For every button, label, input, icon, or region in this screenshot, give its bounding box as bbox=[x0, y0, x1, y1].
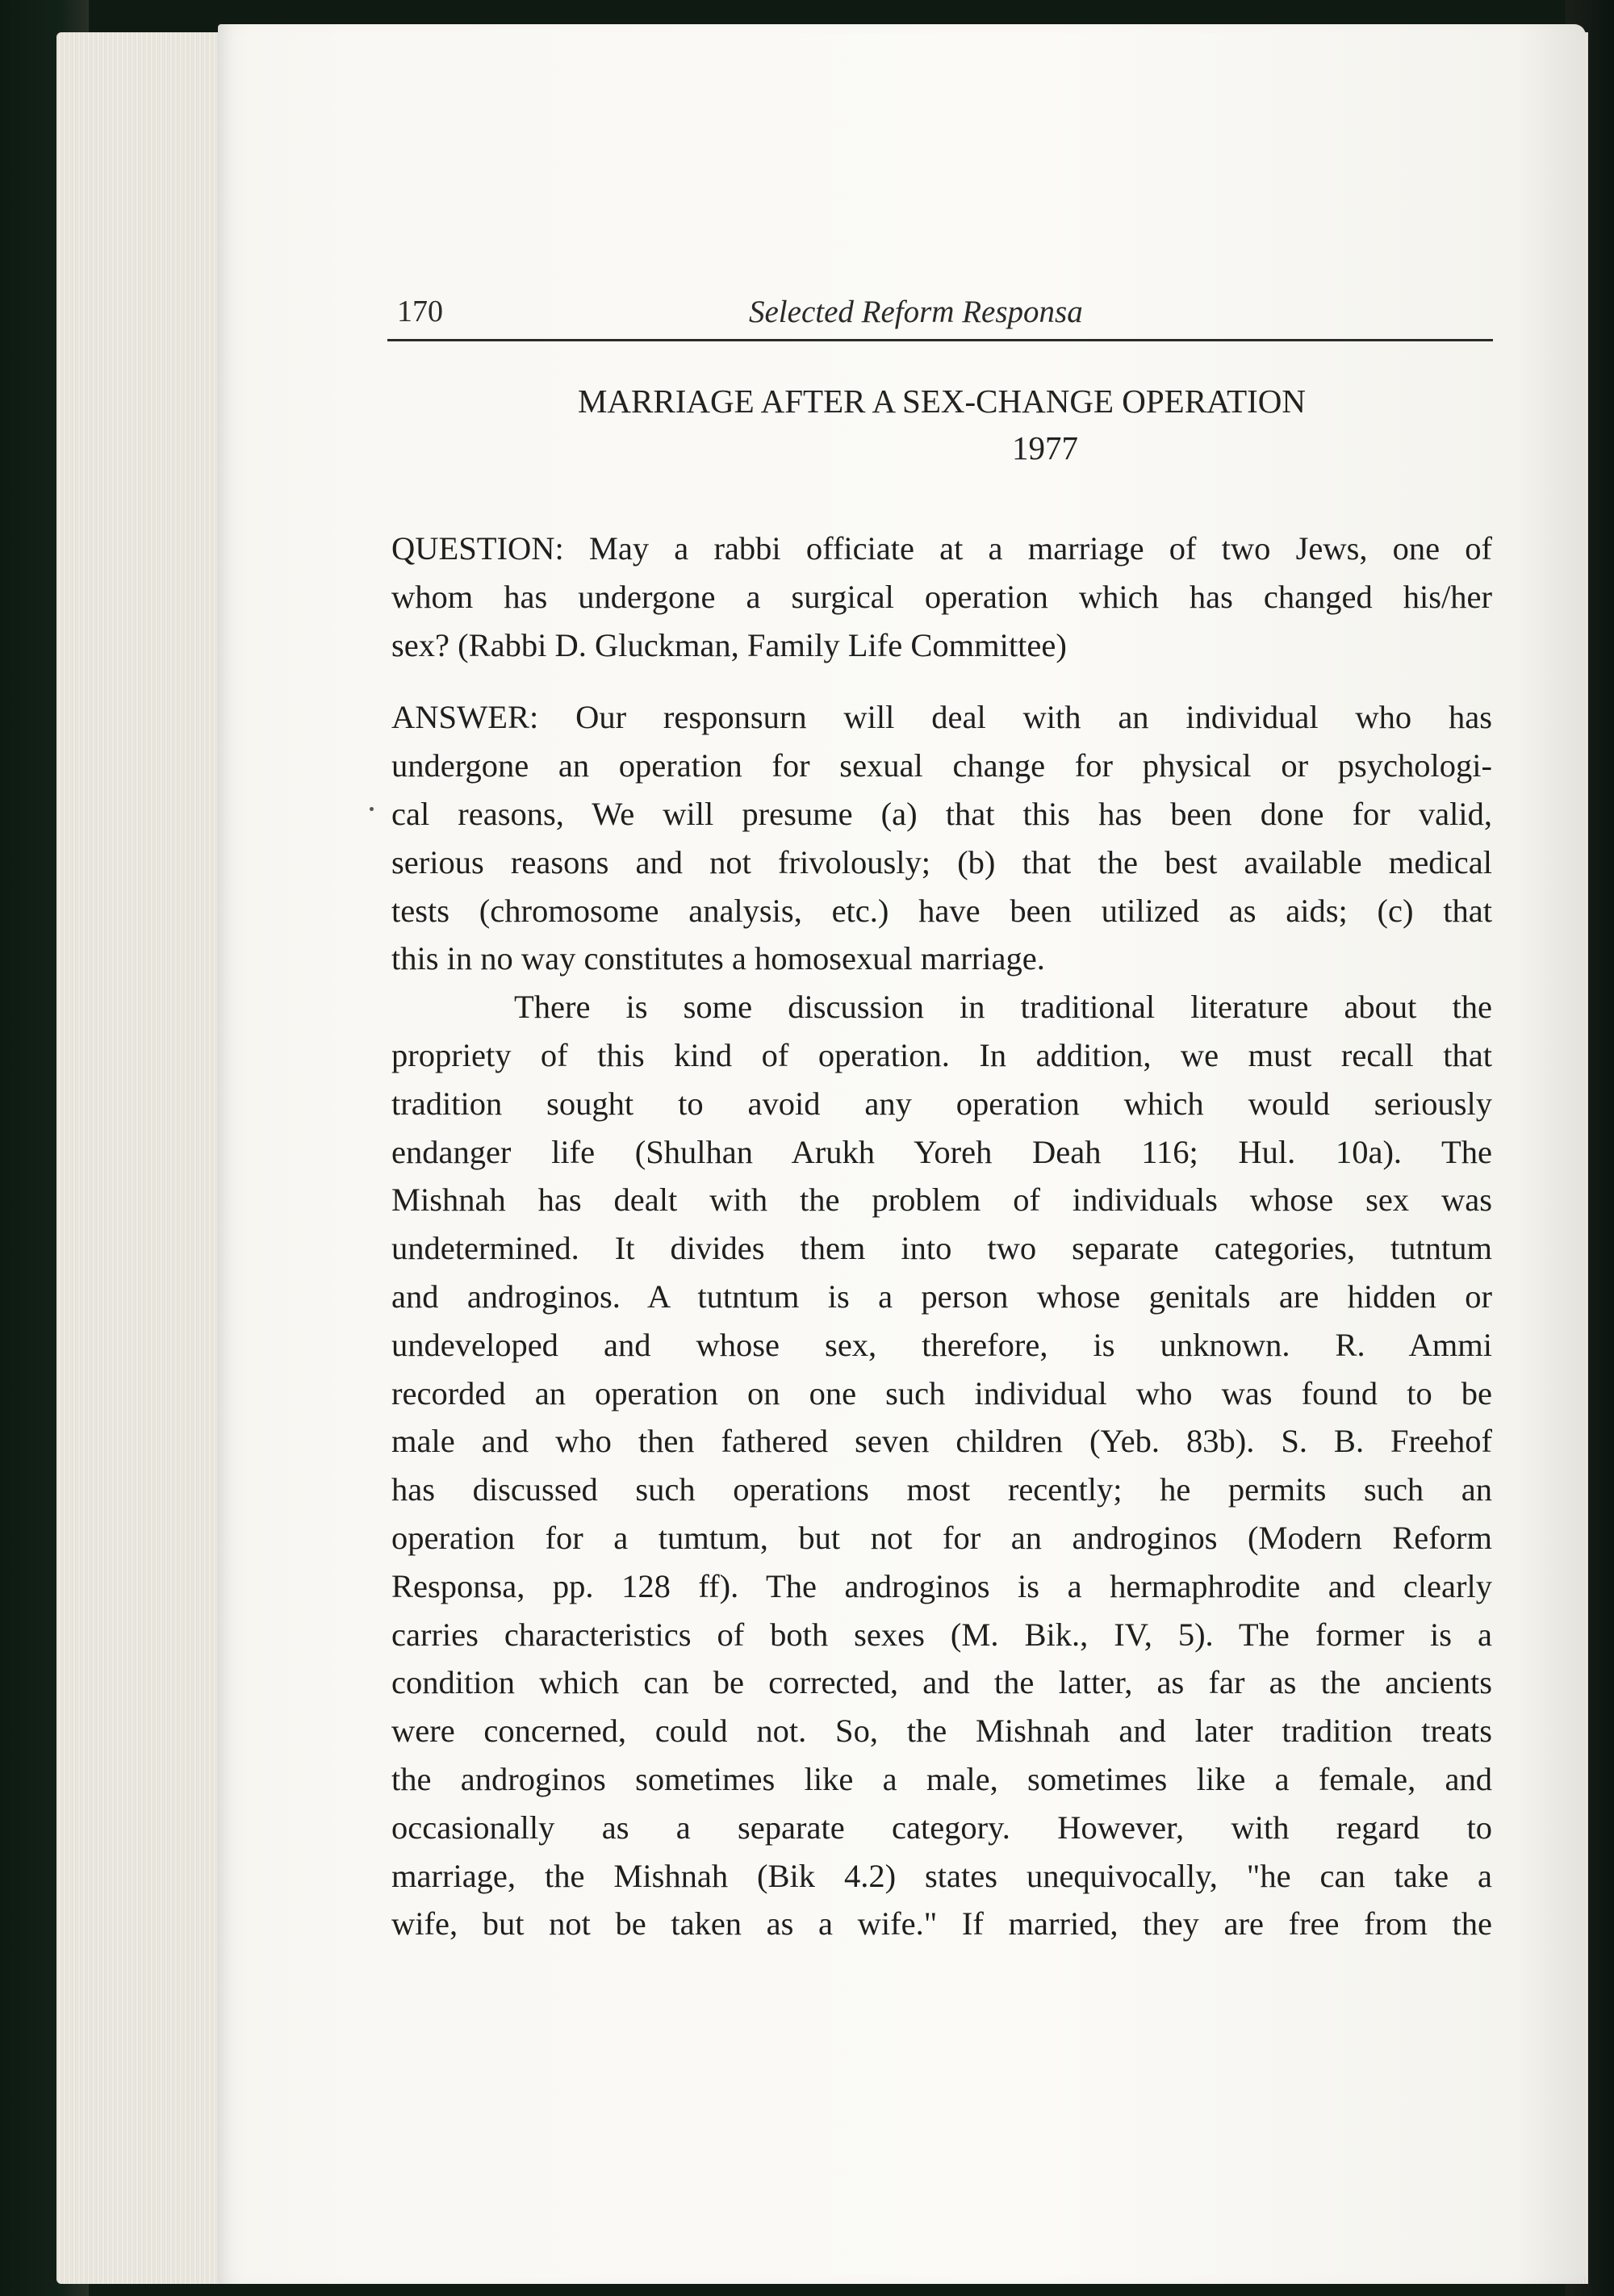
text-line: There is some discussion in traditional literature about the bbox=[514, 989, 1492, 1026]
question-paragraph bbox=[391, 525, 1492, 669]
text-line: operation for a tumtum, but not for an androginos (Modern Reform bbox=[391, 1519, 1492, 1556]
answer-paragraph bbox=[391, 693, 1492, 983]
print-speck bbox=[370, 807, 374, 811]
text-line: Responsa, pp. 128 ff). The androginos is a hermaphrodite and clearly bbox=[391, 1567, 1492, 1604]
text-line: and androginos. A tutntum is a person whose genitals are hidden or bbox=[391, 1278, 1492, 1315]
text-line: tests (chromosome analysis, etc.) have been utilized as aids; (c) that bbox=[391, 892, 1492, 929]
text-line: endanger life (Shulhan Arukh Yoreh Deah 116; Hul. 10a). The bbox=[391, 1133, 1492, 1170]
text-line: undetermined. It divides them into two separate categories, tutntum bbox=[391, 1230, 1492, 1267]
text-line: whom has undergone a surgical operation which has changed his/her bbox=[391, 578, 1492, 615]
title-text: MARRIAGE AFTER A SEX-CHANGE OPERATION bbox=[577, 383, 1307, 420]
text-line: serious reasons and not frivolously; (b) that the best available medical bbox=[391, 843, 1492, 880]
text-line: the androginos sometimes like a male, sometimes like a female, and bbox=[391, 1760, 1492, 1797]
text-line: wife, but not be taken as a wife." If married, they are free from the bbox=[391, 1905, 1492, 1943]
text-line: undeveloped and whose sex, therefore, is unknown. R. Ammi bbox=[391, 1326, 1492, 1363]
text-line: sex? (Rabbi D. Gluckman, Family Life Committee) bbox=[391, 626, 1067, 663]
page-stack-edge-left bbox=[56, 32, 226, 2284]
text-line: has discussed such operations most recently; he permits such an bbox=[391, 1471, 1492, 1508]
text-line: undergone an operation for sexual change for physical or psychologi- bbox=[391, 747, 1492, 784]
text-line: tradition sought to avoid any operation which would seriously bbox=[391, 1085, 1492, 1122]
text-line: propriety of this kind of operation. In addition, we must recall that bbox=[391, 1036, 1492, 1073]
text-line: this in no way constitutes a homosexual marriage. bbox=[391, 940, 1045, 977]
text-line: condition which can be corrected, and the latter, as far as the ancients bbox=[391, 1664, 1492, 1701]
discussion-paragraph bbox=[391, 983, 1492, 1948]
title-year: 1977 bbox=[1012, 429, 1078, 466]
text-line: QUESTION: May a rabbi officiate at a marriage of two Jews, one of bbox=[391, 530, 1492, 567]
body-text bbox=[391, 525, 1492, 1948]
page-number: 170 bbox=[397, 295, 443, 328]
text-line: male and who then fathered seven children (Yeb. 83b). S. B. Freehof bbox=[391, 1423, 1492, 1460]
text-line: were concerned, could not. So, the Mishnah and later tradition treats bbox=[391, 1713, 1492, 1750]
running-header bbox=[387, 291, 1493, 341]
text-line: carries characteristics of both sexes (M. Bik., IV, 5). The former is a bbox=[391, 1616, 1492, 1653]
text-line: recorded an operation on one such individual who was found to be bbox=[391, 1374, 1492, 1411]
text-line: marriage, the Mishnah (Bik 4.2) states unequivocally, "he can take a bbox=[391, 1857, 1492, 1894]
article-title bbox=[387, 378, 1493, 471]
text-line: ANSWER: Our responsurn will deal with an individual who has bbox=[391, 699, 1492, 736]
text-line: cal reasons, We will presume (a) that this has been done for valid, bbox=[391, 795, 1492, 832]
running-title: Selected Reform Responsa bbox=[749, 295, 1083, 329]
text-line: occasionally as a separate category. However, with regard to bbox=[391, 1809, 1492, 1846]
text-line: Mishnah has dealt with the problem of individuals whose sex was bbox=[391, 1181, 1492, 1219]
